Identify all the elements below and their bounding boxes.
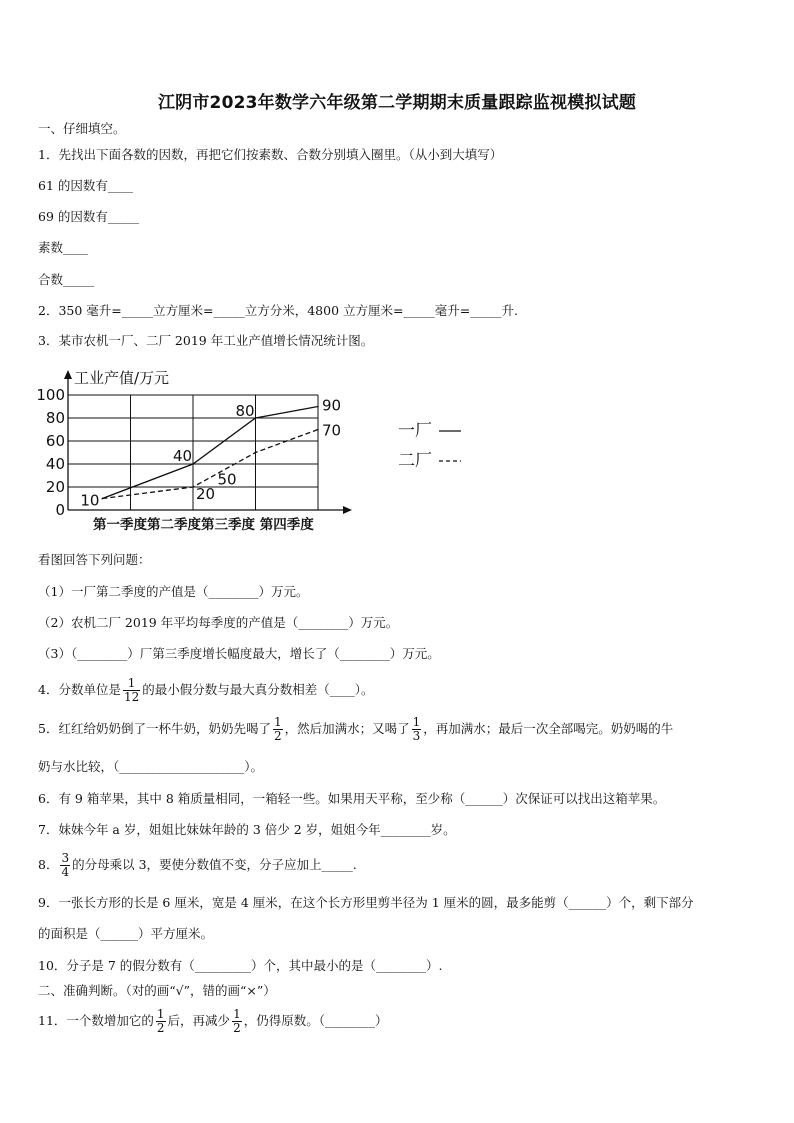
q4-fraction: $\frac{1}{12}$ [123, 676, 140, 704]
question-1b: 69 的因数有_____ [38, 209, 140, 224]
legend-swatch-1 [439, 426, 461, 436]
question-5 [38, 716, 673, 743]
question-8 [38, 852, 357, 879]
question-11 [38, 1008, 387, 1035]
y-tick-label: 100 [36, 386, 65, 404]
q11-fraction-1: $\frac{1}{2}$ [156, 1007, 165, 1035]
q11-text-post: ，仍得原数。（________） [243, 1013, 388, 1028]
question-2: 2．350 毫升=_____立方厘米=_____立方分米，4800 立方厘米=_____毫升=_____升. [38, 303, 518, 318]
data-point [255, 417, 257, 419]
y-tick-label: 20 [45, 478, 65, 496]
data-point [192, 486, 194, 488]
legend-factory1 [398, 416, 461, 441]
q5-text-pre: 5．红红给奶奶倒了一杯牛奶，奶奶先喝了 [38, 721, 271, 736]
question-3-3: （3）（________）厂第三季度增长幅度最大，增长了（________）万元。 [38, 646, 440, 661]
question-3-1: （1）一厂第二季度的产值是（________）万元。 [38, 584, 309, 599]
legend-factory2 [398, 446, 461, 471]
chart-grid [68, 395, 318, 510]
legend-label-factory2: 二厂 [398, 451, 432, 471]
y-tick-label: 40 [45, 455, 65, 473]
q4-text-pre: 4．分数单位是 [38, 682, 121, 697]
page-title: 江阴市2023年数学六年级第二学期期末质量跟踪监视模拟试题 [157, 93, 637, 113]
question-7: 7．妹妹今年 a 岁，姐姐比妹妹年龄的 3 倍少 2 岁，姐姐今年________岁。 [38, 822, 456, 837]
q8-text-pre: 8． [38, 857, 59, 872]
legend-swatch-2 [439, 456, 461, 466]
chart-labels [36, 369, 341, 533]
x-category-labels: 第一季度第二季度第三季度 第四季度 [93, 517, 314, 533]
q8-text-post: 的分母乘以 3，要使分数值不变，分子应加上_____. [72, 857, 357, 872]
data-point [102, 498, 104, 500]
q5-text-mid: ，然后加满水；又喝了 [284, 721, 410, 736]
legend-label-factory1: 一厂 [398, 421, 432, 441]
data-point [317, 406, 319, 408]
question-9b: 的面积是（______）平方厘米。 [38, 926, 214, 941]
section-heading-judge: 二、准确判断。（对的画“√”，错的画“×”） [38, 983, 276, 998]
question-6: 6．有 9 箱苹果，其中 8 箱质量相同，一箱轻一些。如果用天平称，至少称（______）次保证可以找出这箱苹果。 [38, 791, 666, 806]
question-3-2: （2）农机二厂 2019 年平均每季度的产值是（________）万元。 [38, 615, 399, 630]
q4-text-post: 的最小假分数与最大真分数相差（____）。 [142, 682, 374, 697]
line-chart [36, 362, 366, 537]
data-point [255, 452, 257, 454]
question-4 [38, 677, 374, 704]
question-3: 3．某市农机一厂、二厂 2019 年工业产值增长情况统计图。 [38, 333, 374, 348]
q5-fraction-1: $\frac{1}{2}$ [273, 715, 282, 743]
q11-text-mid: 后，再减少 [167, 1013, 231, 1028]
x-axis-arrow [343, 506, 352, 514]
question-1c: 素数____ [38, 240, 89, 255]
y-axis-title: 工业产值/万元 [74, 369, 170, 387]
y-axis-arrow [64, 370, 72, 379]
data-label: 50 [217, 470, 237, 489]
q5-text-post: ，再加满水；最后一次全部喝完。奶奶喝的牛 [423, 721, 674, 736]
data-label: 20 [196, 485, 216, 503]
question-9: 9．一张长方形的长是 6 厘米，宽是 4 厘米，在这个长方形里剪半径为 1 厘米的圆，最多能剪（______）个，剩下部分 [38, 895, 694, 910]
y-tick-label: 60 [45, 432, 65, 450]
data-label: 80 [235, 402, 255, 420]
data-point [317, 429, 319, 431]
data-point [192, 463, 194, 465]
y-tick-label: 80 [45, 409, 65, 427]
data-label: 40 [173, 447, 193, 465]
question-10: 10．分子是 7 的假分数有（_________）个，其中最小的是（________）. [38, 958, 443, 973]
question-5b: 奶与水比较，（____________________）。 [38, 759, 264, 774]
question-3-prompt: 看图回答下列问题： [38, 552, 151, 567]
question-1a: 61 的因数有____ [38, 178, 133, 193]
q11-text-pre: 11．一个数增加它的 [38, 1013, 154, 1028]
data-label: 10 [80, 491, 100, 510]
y-tick-label: 0 [55, 501, 65, 519]
section-heading-fill: 一、仔细填空。 [38, 121, 126, 136]
q11-fraction-2: $\frac{1}{2}$ [233, 1007, 241, 1035]
q8-fraction: $\frac{3}{4}$ [61, 851, 70, 879]
data-label: 70 [322, 421, 342, 440]
data-label: 90 [322, 396, 342, 415]
q5-fraction-2: $\frac{1}{3}$ [412, 715, 421, 743]
question-1: 1．先找出下面各数的因数，再把它们按素数、合数分别填入圈里。（从小到大填写） [38, 147, 503, 162]
question-1d: 合数_____ [38, 272, 95, 287]
